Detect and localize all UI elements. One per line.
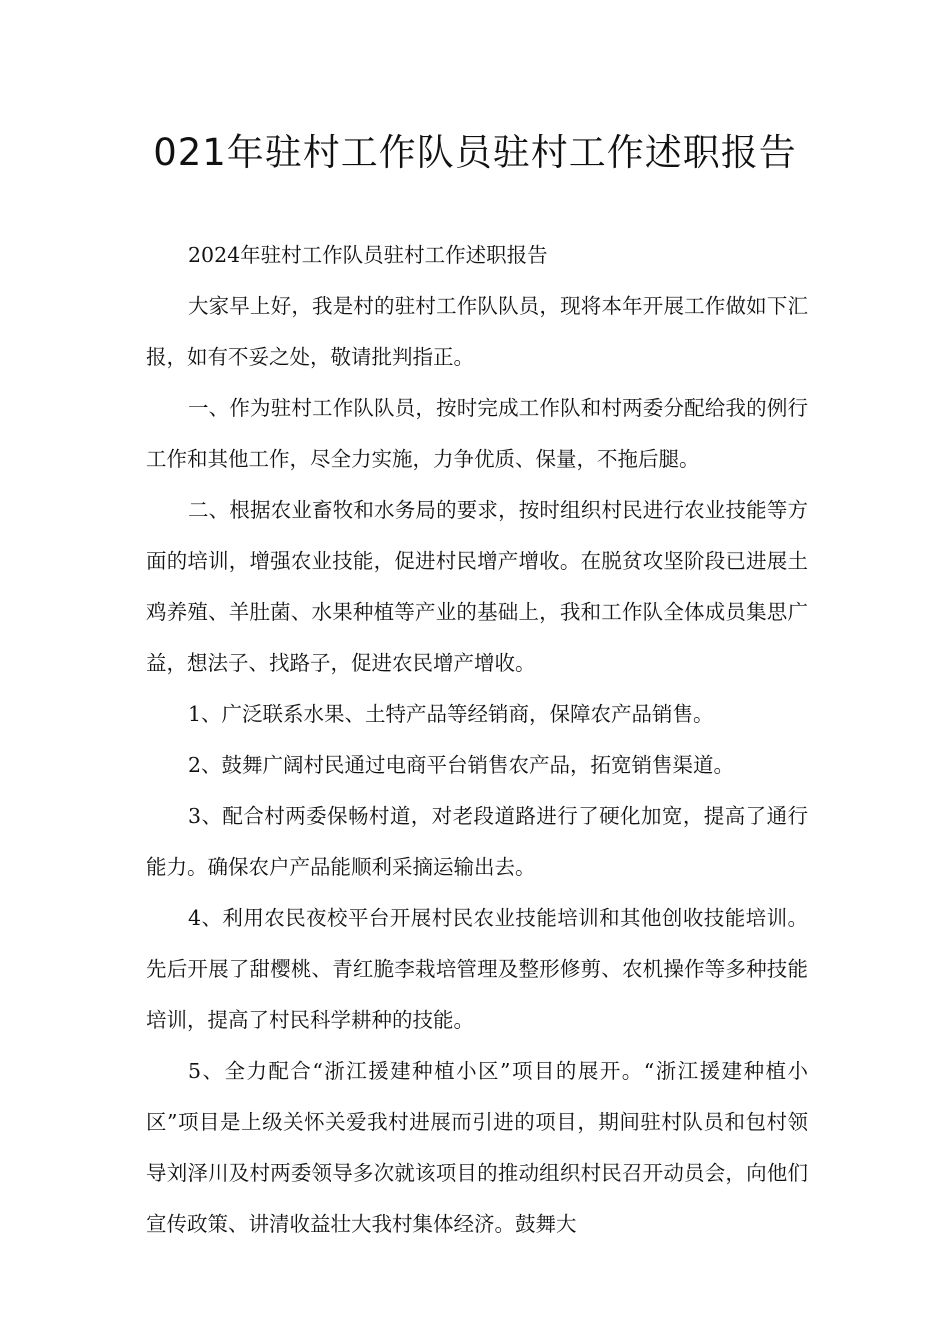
paragraph-greeting: 大家早上好，我是村的驻村工作队队员，现将本年开展工作做如下汇报，如有不妥之处，敬请批判指正。 — [146, 294, 808, 369]
paragraph-item-1: 1、广泛联系水果、土特产品等经销商，保障农产品销售。 — [188, 702, 714, 726]
paragraph-item-2: 2、鼓舞广阔村民通过电商平台销售农产品，拓宽销售渠道。 — [188, 753, 735, 777]
paragraph-item-4: 4、利用农民夜校平台开展村民农业技能培训和其他创收技能培训。先后开展了甜樱桃、青红脆李栽培管理及整形修剪、农机操作等多种技能培训，提高了村民科学耕种的技能。 — [146, 906, 808, 1032]
document-title: 021年驻村工作队员驻村工作述职报告 — [153, 131, 797, 174]
paragraph-section-2: 二、根据农业畜牧和水务局的要求，按时组织村民进行农业技能等方面的培训，增强农业技能，促进村民增产增收。在脱贫攻坚阶段已进展土鸡养殖、羊肚菌、水果种植等产业的基础上，我和工作队全体成员集思广益，想法子、找路子，促进农民增产增收。 — [146, 498, 808, 675]
paragraph-subtitle: 2024年驻村工作队员驻村工作述职报告 — [188, 243, 548, 267]
paragraph-item-5: 5、全力配合“浙江援建种植小区”项目的展开。“浙江援建种植小区”项目是上级关怀关爱我村进展而引进的项目，期间驻村队员和包村领导刘泽川及村两委领导多次就该项目的推动组织村民召开动员会，向他们宣传政策、讲清收益壮大我村集体经济。鼓舞大 — [146, 1059, 808, 1236]
paragraph-item-3: 3、配合村两委保畅村道，对老段道路进行了硬化加宽，提高了通行能力。确保农户产品能顺利采摘运输出去。 — [146, 804, 808, 879]
paragraph-section-1: 一、作为驻村工作队队员，按时完成工作队和村两委分配给我的例行工作和其他工作，尽全力实施，力争优质、保量，不拖后腿。 — [146, 396, 808, 471]
document-body — [146, 230, 808, 1250]
